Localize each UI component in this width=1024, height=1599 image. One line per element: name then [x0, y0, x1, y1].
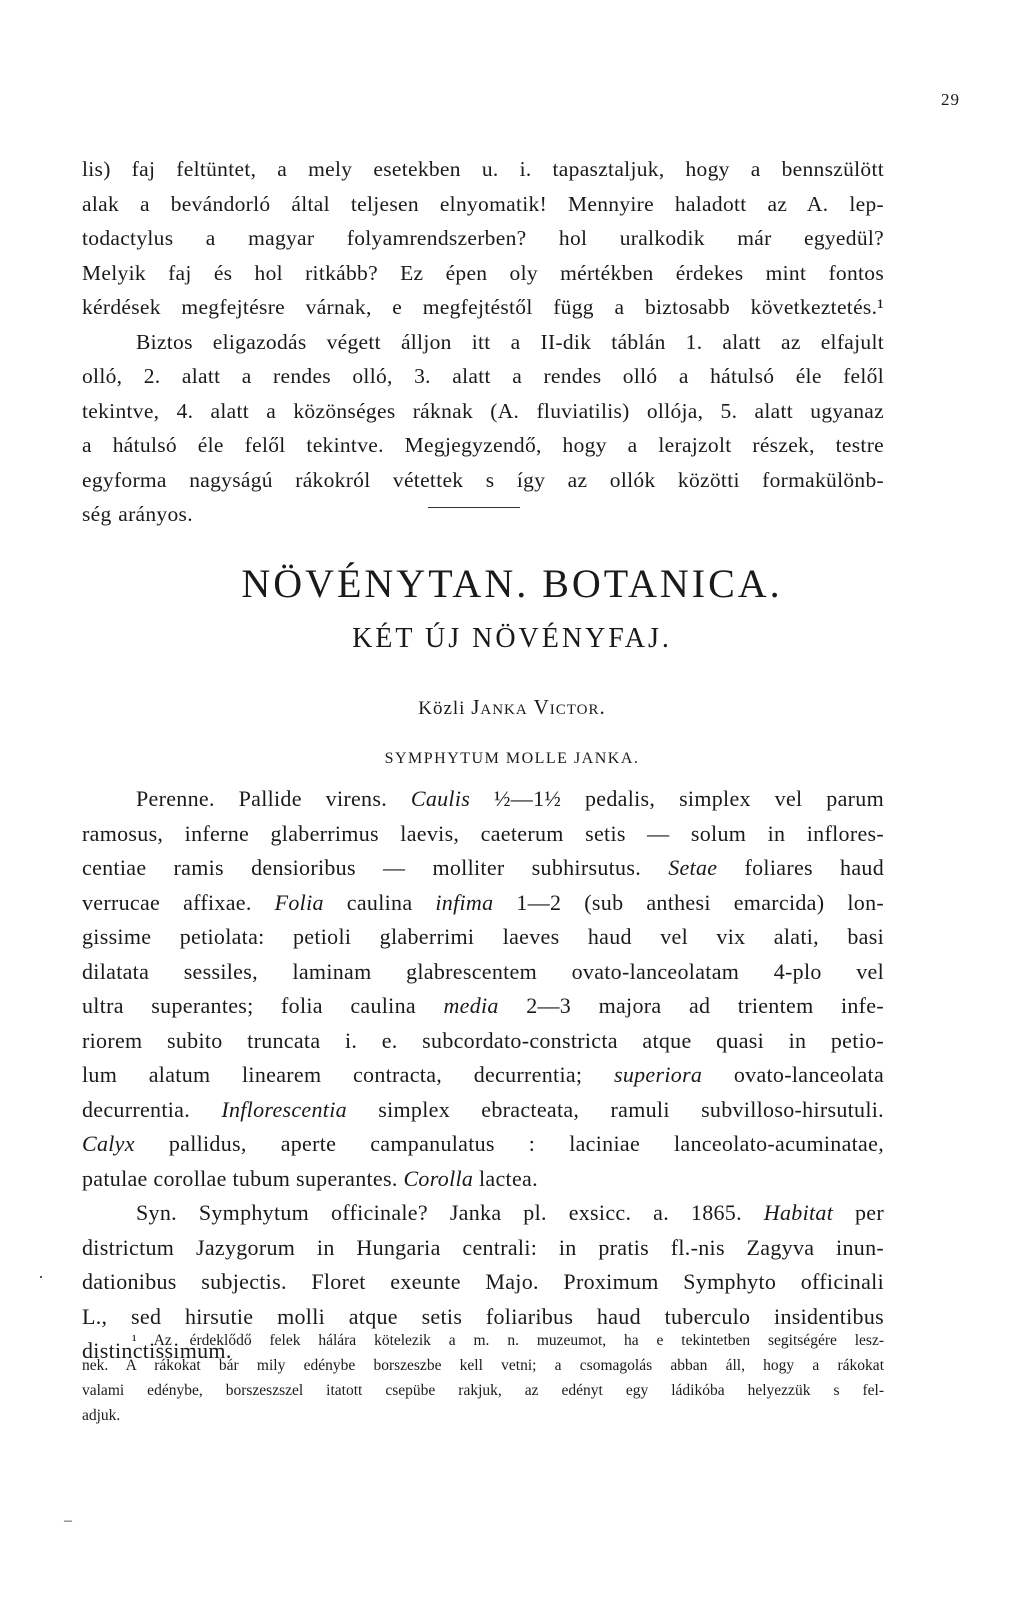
text-line: a hátulsó éle felől tekintve. Megjegyzendő, hogy a lerajzolt részek, testre — [82, 433, 884, 457]
footnote-line: valami edénybe, borszeszszel itatott csepübe rakjuk, az edényt egy ládikóba helyezzük s fel- — [82, 1382, 884, 1399]
text-line: egyforma nagyságú rákokról vétettek s így az ollók közötti formakülönb- — [82, 467, 884, 492]
text-line: Calyx pallidus, aperte campanulatus : laciniae lanceolato-acuminatae, — [82, 1131, 884, 1156]
section-heading: NÖVÉNYTAN. BOTANICA. — [241, 561, 783, 606]
text-line: olló, 2. alatt a rendes olló, 3. alatt a rendes olló a hátulsó éle felől — [82, 364, 884, 388]
text-line: ség arányos. — [82, 502, 193, 526]
text-line: dilatata sessiles, laminam glabrescentem ovato-lanceolatam 4-plo vel — [82, 958, 884, 984]
author-prefix: Közli — [418, 698, 466, 719]
scan-speck-mark: · — [38, 1267, 44, 1287]
text-line: Syn. Symphytum officinale? Janka pl. exsicc. a. 1865. Habitat per — [136, 1200, 885, 1225]
text-line: Biztos eligazodás végett álljon itt a II-dik táblán 1. alatt az elfajult — [136, 329, 884, 354]
text-line: gissime petiolata: petioli glaberrimi laeves haud vel vix alati, basi — [82, 924, 884, 949]
footnote-line: ¹ Az érdeklődő felek hálára kötelezik a m. n. muzeumot, ha e tekintetben segitségére lesz- — [132, 1332, 884, 1349]
article-title: KÉT ÚJ NÖVÉNYFAJ. — [352, 623, 672, 654]
text-line: Melyik faj és hol ritkább? Ez épen oly mértékben érdekes mint fontos — [82, 260, 884, 285]
species-title: SYMPHYTUM MOLLE JANKA. — [384, 750, 640, 767]
author-line — [0, 695, 1024, 720]
section-divider — [428, 507, 520, 508]
text-line: patulae corollae tubum superantes. Corolla lactea. — [82, 1165, 538, 1191]
text-line: dationibus subjectis. Floret exeunte Majo. Proximum Symphyto officinali — [82, 1269, 884, 1294]
text-line: decurrentia. Inflorescentia simplex ebracteata, ramuli subvilloso-hirsutuli. — [82, 1096, 884, 1122]
text-line: riorem subito truncata i. e. subcordato-constricta atque quasi in petio- — [82, 1027, 884, 1053]
text-line: distinctissimum. — [82, 1338, 232, 1363]
text-line: alak a bevándorló által teljesen elnyomatik! Mennyire haladott az A. lep- — [82, 191, 884, 216]
footnote — [82, 1328, 884, 1428]
footnote-line: adjuk. — [82, 1407, 121, 1424]
intro-paragraph — [82, 152, 884, 532]
text-line: L., sed hirsutie molli atque setis foliaribus haud tuberculo insidentibus — [82, 1303, 884, 1329]
text-line: ramosus, inferne glaberrimus laevis, caeterum setis — solum in inflores- — [82, 820, 884, 846]
text-line: kérdések megfejtésre várnak, e megfejtéstől függ a biztosabb következtetés.¹ — [82, 295, 884, 319]
text-line: Perenne. Pallide virens. Caulis ½—1½ pedalis, simplex vel parum — [136, 786, 884, 811]
text-line: todactylus a magyar folyamrendszerben? hol uralkodik már egyedül? — [82, 226, 884, 250]
footnote-line: nek. A rákokat bár mily edénybe borszeszbe kell vetni; a csomagolás abban áll, hogy a rákokat — [82, 1357, 884, 1374]
text-line: verrucae affixae. Folia caulina infima 1—2 (sub anthesi emarcida) lon- — [82, 889, 884, 915]
species-description — [82, 782, 884, 1369]
text-line: lum alatum linearem contracta, decurrentia; superiora ovato-lanceolata — [82, 1062, 885, 1087]
scan-dash-mark: – — [64, 1512, 72, 1529]
page-number: 29 — [941, 90, 960, 109]
text-line: districtum Jazygorum in Hungaria centrali: in pratis fl.-nis Zagyva inun- — [82, 1234, 884, 1260]
text-line: ultra superantes; folia caulina media 2—3 majora ad trientem infe- — [82, 993, 884, 1018]
text-line: lis) faj feltüntet, a mely esetekben u. i. tapasztaljuk, hogy a bennszülött — [82, 157, 884, 181]
text-line: tekintve, 4. alatt a közönséges ráknak (A. fluviatilis) ollója, 5. alatt ugyanaz — [82, 398, 884, 423]
author-name: Janka Victor. — [471, 695, 606, 719]
text-line: centiae ramis densioribus — molliter subhirsutus. Setae foliares haud — [82, 855, 885, 880]
